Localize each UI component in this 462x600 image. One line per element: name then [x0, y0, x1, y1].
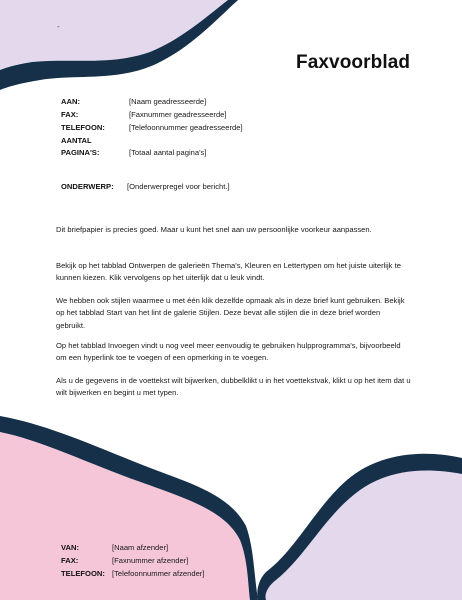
body-paragraph-5[interactable]: Als u de gegevens in de voettekst wilt bijwerken, dubbelklikt u in het voettekstvak, klikt u op het item dat u wilt bijwerken en begint u met typen.	[56, 376, 411, 398]
phone-label: TELEFOON:	[61, 123, 105, 132]
top-mark: -	[57, 22, 60, 31]
from-label: VAN:	[61, 543, 79, 552]
body-paragraph-1[interactable]: Dit briefpapier is precies goed. Maar u kunt het snel aan uw persoonlijke voorkeur aanpassen.	[56, 225, 372, 234]
sender-phone-value[interactable]: [Telefoonnummer afzender]	[112, 569, 205, 578]
pages-label-line2: PAGINA'S:	[61, 148, 100, 157]
subject-label: ONDERWERP:	[61, 182, 114, 191]
sender-fax-label: FAX:	[61, 556, 79, 565]
to-value[interactable]: [Naam geadresseerde]	[129, 97, 207, 106]
page-title: Faxvoorblad	[296, 52, 411, 73]
pages-label-line1: AANTAL	[61, 136, 92, 145]
phone-value[interactable]: [Telefoonnummer geadresseerde]	[129, 123, 243, 132]
sender-phone-label: TELEFOON:	[61, 569, 105, 578]
to-label: AAN:	[61, 97, 80, 106]
pages-value[interactable]: [Totaal aantal pagina's]	[129, 148, 207, 157]
sender-fax-value[interactable]: [Faxnummer afzender]	[112, 556, 189, 565]
subject-value[interactable]: [Onderwerpregel voor bericht.]	[127, 182, 230, 191]
fax-value[interactable]: [Faxnummer geadresseerde]	[129, 110, 227, 119]
body-paragraph-4[interactable]: Op het tabblad Invoegen vindt u nog veel meer eenvoudig te gebruiken hulpprogramma's, bijvoorbeeld om een hyperlink toe te voegen of een opmerking in te voegen.	[56, 341, 401, 363]
body-paragraph-3[interactable]: We hebben ook stijlen waarmee u met één klik dezelfde opmaak als in deze brief kunt gebruiken. Bekijk op het tabblad Start van het lint de galerie Stijlen. Deze bevat alle stijlen die in deze brief worden gebruikt.	[56, 296, 405, 330]
body-paragraph-2[interactable]: Bekijk op het tabblad Ontwerpen de galerieën Thema's, Kleuren en Lettertypen om het juiste uiterlijk te kunnen kiezen. Klik vervolgens op het uiterlijk dat u leuk vindt.	[56, 261, 401, 283]
from-value[interactable]: [Naam afzender]	[112, 543, 169, 552]
fax-label: FAX:	[61, 110, 79, 119]
